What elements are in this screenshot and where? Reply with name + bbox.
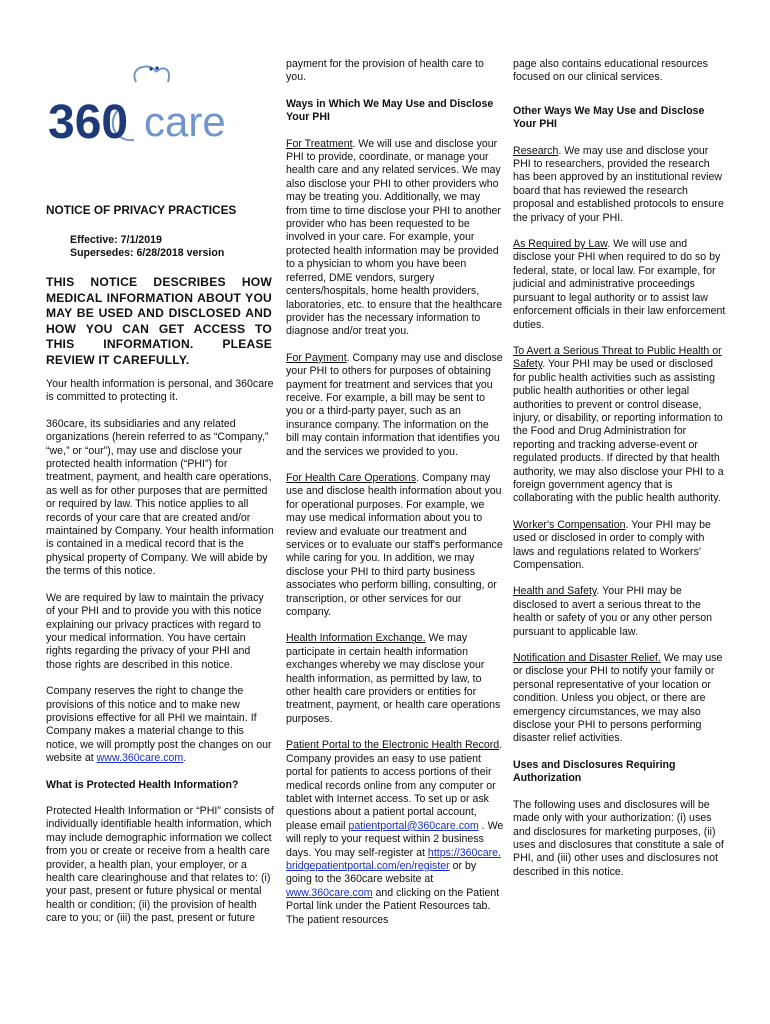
notice-warning: THIS NOTICE DESCRIBES HOW MEDICAL INFORMATION ABOUT YOU MAY BE USED AND DISCLOSED AND HOW YOU CAN GET ACCESS TO THIS INFORMATION. PLEASE REVIEW IT CAREFULLY.: [46, 275, 272, 367]
portal-email-link[interactable]: patientportal@360care.com: [348, 819, 479, 832]
logo-360-text: 360: [48, 96, 129, 149]
effective-date: Effective: 7/1/2019: [70, 234, 162, 246]
phi-definition-paragraph: Protected Health Information or “PHI” consists of individually identifiable health information, which may include demographic information we collect from you or create or receive from a health care provider, a health plan, your employer, or a health care clearinghouse and that relates to: (i) your past, present or future physical or mental health or condition; (ii) the provision of health care to you; or (iii) the past, present or future: [46, 804, 274, 925]
supersedes-date: Supersedes: 6/28/2018 version: [70, 247, 225, 260]
column-2: [286, 58, 504, 940]
column-1: [46, 378, 274, 939]
legal-requirement-paragraph: We are required by law to maintain the privacy of your PHI and to provide you with this notice explaining our privacy practices with regard to your medical information. You have certain rights regarding the privacy of your PHI and those rights are described in this notice.: [46, 591, 264, 671]
operations-section: For Health Care Operations. Company may use and disclose health information about you for operational purposes. For example, we may use medical information about you to review and evaluate our treatment and services or to evaluate our staff's performance while caring for you. In addition, we may disclose your PHI to third party business associates who perform billing, consulting, or transcription, or other services for our company.: [286, 471, 503, 619]
portal-register-link[interactable]: https://360care.bridgepatientportal.com/en/register: [286, 846, 501, 872]
workers-comp-section: Worker's Compensation. Your PHI may be used or disclosed in order to comply with laws and regulations related to Workers' Compensation.: [513, 518, 711, 571]
logo-care-text: care: [144, 98, 226, 145]
page-title: NOTICE OF PRIVACY PRACTICES: [46, 203, 237, 217]
intro-paragraph: Your health information is personal, and 360care is committed to protecting it.: [46, 378, 274, 404]
column-3: [513, 58, 728, 892]
changes-paragraph: Company reserves the right to change the provisions of this notice and to make new provisions effective for all PHI we maintain. If Company makes a material change to this notice, we will promptly post the changes on our website at www.360care.com.: [46, 685, 272, 765]
authorization-heading: Uses and Disclosures Requiring Authorization: [513, 758, 676, 785]
effective-dates: [70, 234, 224, 261]
required-by-law-section: As Required by Law. We will use and disclose your PHI when required to do so by federal, state, or local law. For example, for judicial and administrative proceedings pursuant to legal authority or to assist law enforcement officials in their law enforcement duties.: [513, 238, 726, 331]
other-ways-heading: Other Ways We May Use and Disclose Your PHI: [513, 104, 705, 131]
360care-logo: [40, 60, 250, 160]
hie-section: Health Information Exchange. We may participate in certain health information exchanges whereby we may disclose your health information, as permitted by law, to other health care providers or entities for treatment, payment, or health care operations purposes.: [286, 632, 501, 725]
portal-website-link[interactable]: www.360care.com: [286, 886, 373, 899]
treatment-section: For Treatment. We will use and disclose your PHI to provide, coordinate, or manage your health care and any related services. We may also disclose your PHI to other providers who may be treating you. Additionally, we may from time to time disclose your PHI to another provider who has been requested to be involved in your care. For example, your protected health information may be provided to a physician to whom you have been referred, DME vendors, surgery centers/hospitals, home health providers, laboratories, etc. to ensure that the healthcare provider has the necessary information to diagnose and/or treat you.: [286, 137, 503, 338]
research-section: Research. We may use and disclose your PHI to researchers, provided the research has been approved by an institutional review board that has reviewed the research proposal and established protocols to ensure the privacy of your PHI.: [513, 144, 724, 224]
payment-section: For Payment. Company may use and disclose your PHI to others for purposes of obtaining payment for treatment and services that you receive. For example, a bill may be sent to you or a third-party payer, such as an insurance company. The information on the bill may contain information that identifies you and the services we provided to you.: [286, 351, 503, 458]
authorization-section: The following uses and disclosures will be made only with your authorization: (i) uses and disclosures for marketing purposes, (ii) uses and disclosures that constitute a sale of PHI, and (iii) other uses and disclosures not described in this notice.: [513, 798, 724, 878]
stethoscope-icon: [40, 60, 250, 160]
payment-continuation: payment for the provision of health care to you.: [286, 58, 484, 84]
company-paragraph: 360care, its subsidiaries and any related organizations (herein referred to as “Company,” “we,” or “our”), may use and disclose your protected health information (“PHI”) for treatment, payment, and health care operations, as well as for other purposes that are permitted or required by law. This notice applies to all records of your care that are created and/or maintained by Company. Your health information is contained in a medical record that is the physical property of Company. We will abide by the terms of this notice.: [46, 417, 274, 578]
disaster-relief-section: Notification and Disaster Relief. We may use or disclose your PHI to notify your family or personal representative of your location or condition. Unless you object, or there are emergency circumstances, we may also disclose your PHI to persons performing disaster relief activities.: [513, 652, 723, 745]
ways-heading: Ways in Which We May Use and Disclose Your PHI: [286, 97, 494, 124]
phi-heading: What is Protected Health Information?: [46, 778, 239, 791]
website-link[interactable]: www.360care.com: [96, 752, 184, 765]
portal-section: Patient Portal to the Electronic Health Record. Company provides an easy to use patient portal for patients to access portions of their medical records online from any computer or tablet with Internet access. To set up or ask questions about a patient portal account, please email patientportal@360care.com . We will reply to your request within 2 business days. You may self-register at https://360care.bridgepatientportal.com/en/register or by going to the 360care website at www.360care.com and clicking on the Patient Portal link under the Patient Resources tab. The patient resources: [286, 739, 504, 926]
resources-continuation: page also contains educational resources focused on our clinical services.: [513, 58, 708, 84]
health-safety-section: Health and Safety. Your PHI may be disclosed to avert a serious threat to the health or safety of you or any other person pursuant to applicable law.: [513, 585, 713, 638]
public-health-section: To Avert a Serious Threat to Public Health or Safety. Your PHI may be used or disclosed for public health activities such as assisting public health authorities or other legal authorities to prevent or control disease, injury, or disability, or reporting information to the Food and Drug Administration for reporting and tracking adverse-event or regulated products. If directed by that health authority, we may also disclose your PHI to a foreign government agency that is collaborating with the public health authority.: [513, 344, 724, 505]
